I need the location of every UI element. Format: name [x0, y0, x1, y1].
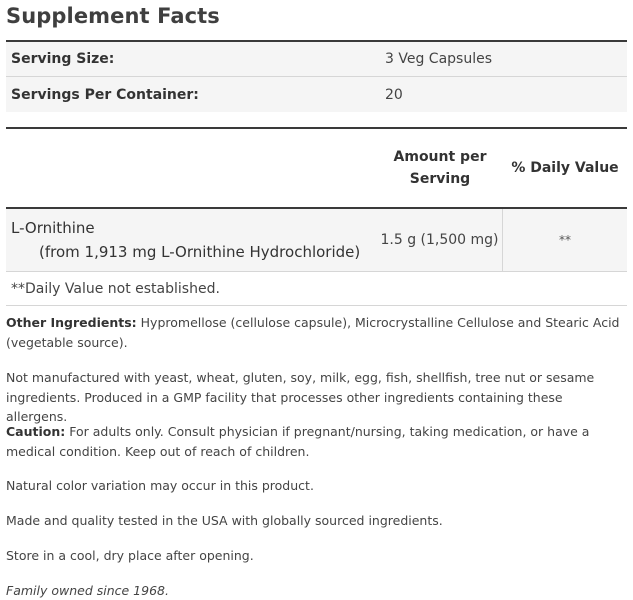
table-header-row	[6, 129, 627, 209]
other-ingredients-text: Hypromellose (cellulose capsule), Microcrystalline Cellulose and Stearic Acid (vegetable source).	[6, 315, 620, 350]
servings-per-container-value: 20	[385, 86, 403, 103]
caution-statement	[6, 422, 626, 461]
table-row	[6, 209, 627, 272]
other-ingredients	[6, 313, 626, 352]
color-variation-note: Natural color variation may occur in this product.	[6, 478, 314, 493]
other-ingredients-label: Other Ingredients:	[6, 315, 137, 330]
header-amount-line2: Serving	[409, 171, 471, 187]
serving-size-label: Serving Size:	[11, 51, 115, 67]
caution-text: For adults only. Consult physician if pregnant/nursing, taking medication, or have a medical condition. Keep out of reach of children.	[6, 424, 590, 459]
ingredient-detail: (from 1,913 mg L-Ornithine Hydrochloride)	[39, 243, 361, 261]
header-amount-line1: Amount per	[393, 149, 487, 165]
servings-per-container-row	[6, 77, 627, 112]
made-in-note: Made and quality tested in the USA with globally sourced ingredients.	[6, 513, 443, 528]
caution-label: Caution:	[6, 424, 66, 439]
header-daily-value: % Daily Value	[511, 160, 619, 176]
header-amount-per-serving	[377, 146, 503, 190]
ingredient-daily-value: **	[559, 233, 571, 247]
allergen-statement: Not manufactured with yeast, wheat, gluten, soy, milk, egg, fish, shellfish, tree nut or sesame ingredients. Produced in a GMP facility that processes other ingredients containing these allergens.	[6, 370, 595, 424]
ingredient-amount: 1.5 g (1,500 mg)	[377, 209, 503, 271]
footnote-text: **Daily Value not established.	[11, 280, 220, 297]
supplement-facts-table	[6, 40, 627, 306]
serving-size-value: 3 Veg Capsules	[385, 51, 493, 67]
ingredient-name-cell	[6, 216, 377, 264]
servings-per-container-label: Servings Per Container:	[11, 86, 199, 103]
family-owned-note: Family owned since 1968.	[6, 583, 169, 598]
section-divider	[6, 112, 627, 129]
page-title: Supplement Facts	[6, 4, 220, 28]
storage-note: Store in a cool, dry place after opening.	[6, 548, 254, 563]
serving-size-row	[6, 42, 627, 77]
footnote-row	[6, 272, 627, 306]
ingredient-name: L-Ornithine	[11, 219, 95, 237]
